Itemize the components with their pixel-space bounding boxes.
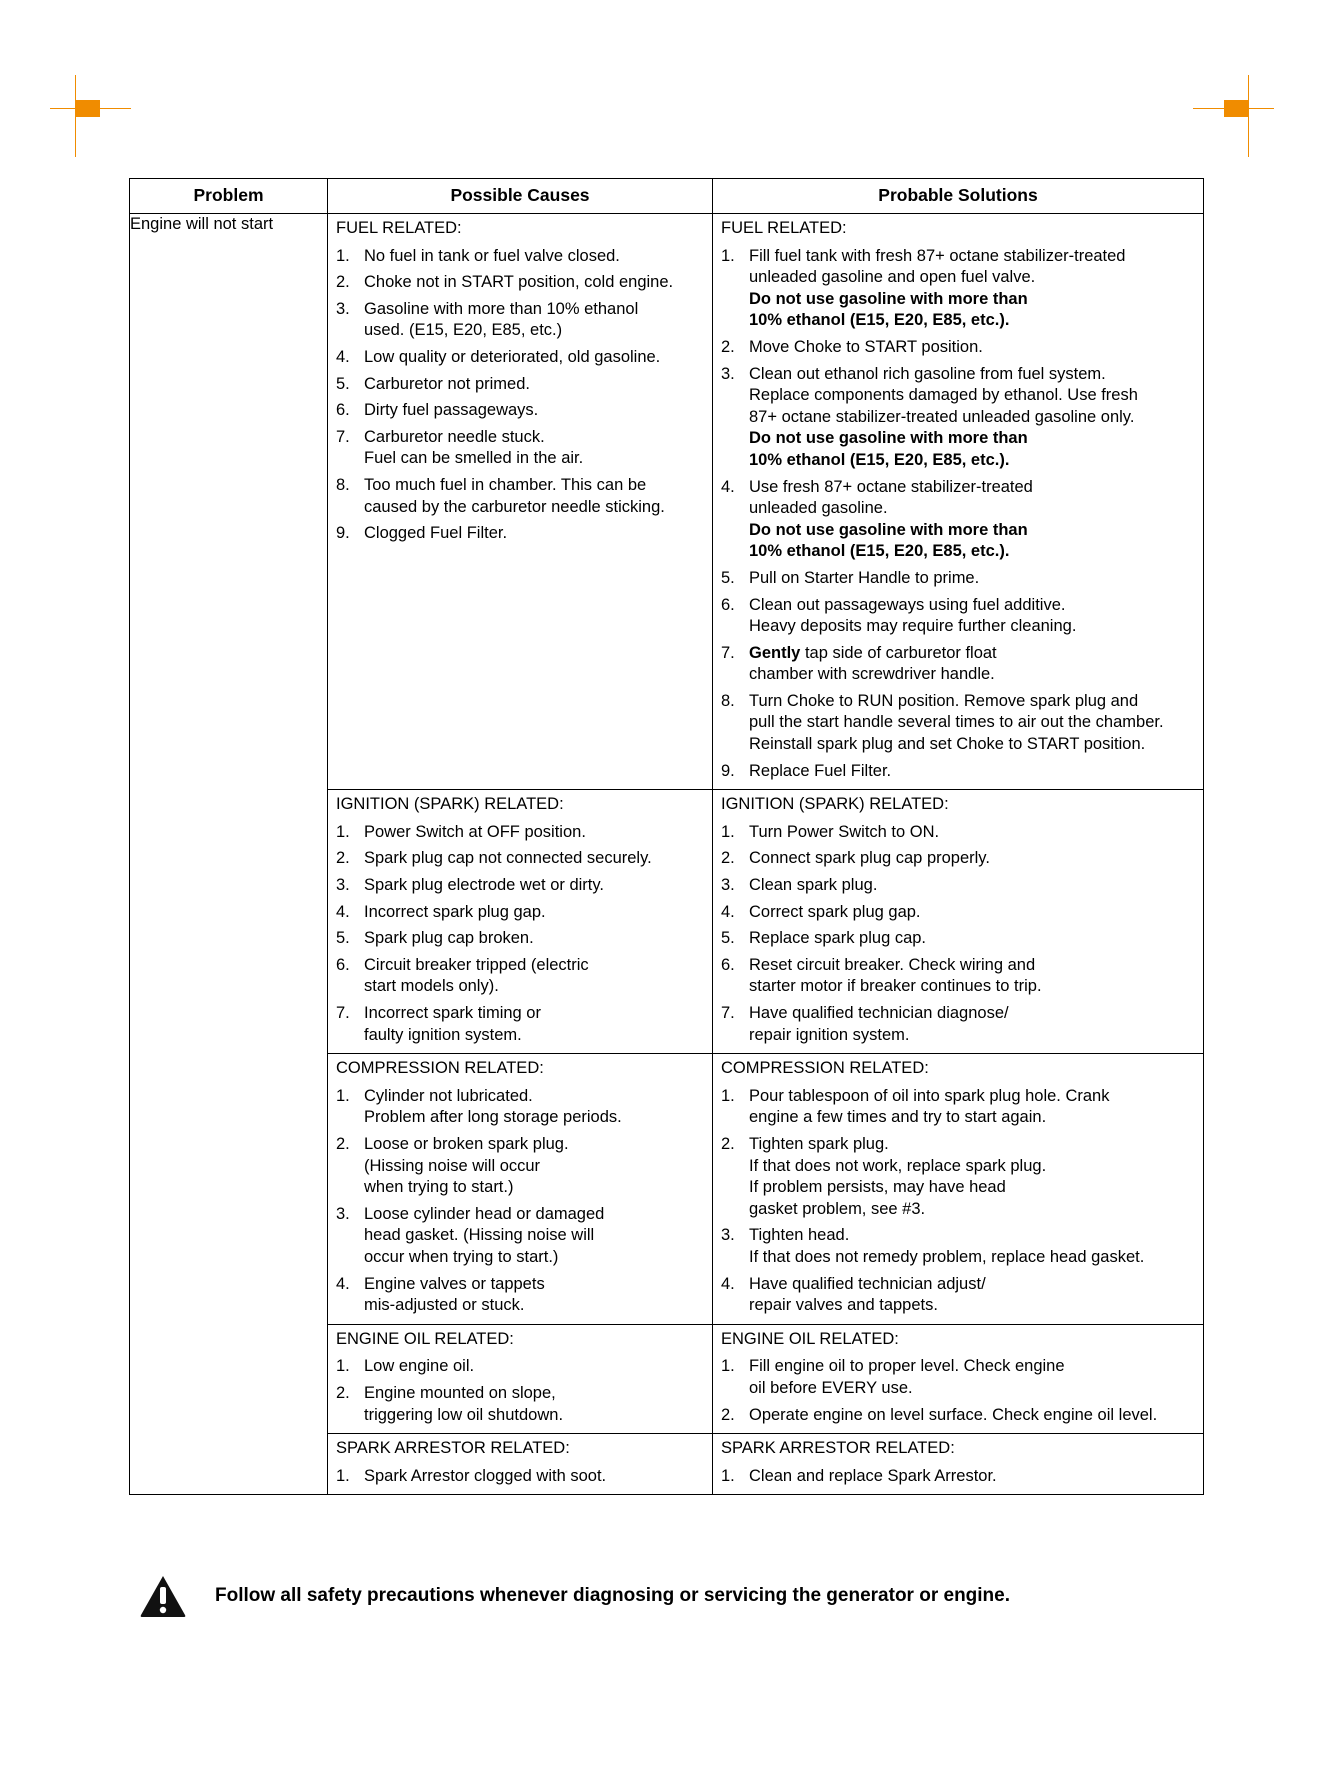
item-line: Operate engine on level surface. Check engine oil level. [749,1405,1158,1424]
item-line: Pull on Starter Handle to prime. [749,568,980,587]
item-number: 4. [721,902,735,921]
item-line: engine a few times and try to start again. [749,1108,1047,1127]
list-item [336,1356,704,1378]
item-line: pull the start handle several times to air out the chamber. [749,713,1164,732]
item-number: 5. [721,568,735,587]
item-line: Tighten head. [749,1226,850,1245]
item-number: 1. [721,1357,735,1376]
item-line: Replace Fuel Filter. [749,761,892,780]
item-line: Problem after long storage periods. [364,1108,622,1127]
list-item [336,1204,704,1269]
item-line: Do not use gasoline with more than [749,429,1028,448]
item-line: Low engine oil. [364,1357,475,1376]
problem-text: Engine will not start [130,215,274,233]
list-item [336,955,704,998]
item-line: starter motor if breaker continues to trip. [749,977,1042,996]
section-title: FUEL RELATED: [336,219,462,237]
item-number: 1. [336,1466,350,1485]
list-item [721,246,1195,332]
list-item [336,299,704,342]
item-text [749,337,1195,359]
item-text [749,1405,1195,1427]
item-text [749,822,1195,844]
item-text [749,928,1195,950]
item-text [749,875,1195,897]
causes-cell [328,1434,713,1495]
item-number: 7. [721,643,735,662]
list-item [336,272,704,294]
section-title: SPARK ARRESTOR RELATED: [336,1439,570,1458]
list-item [721,875,1195,897]
item-text [364,427,704,470]
item-line: occur when trying to start.) [364,1247,559,1266]
item-line: Dirty fuel passageways. [364,401,539,420]
item-number: 6. [721,955,735,974]
item-number: 6. [721,595,735,614]
item-line: Fill fuel tank with fresh 87+ octane stabilizer-treated [749,246,1126,265]
item-text [364,1274,704,1317]
warning-text: Follow all safety precautions whenever diagnosing or servicing the generator or engine. [215,1585,1011,1606]
item-line: (Hissing noise will occur [364,1156,541,1175]
causes-cell [328,1324,713,1433]
list-item [721,477,1195,563]
list-item [721,643,1195,686]
list-item [336,246,704,268]
item-number: 2. [721,337,735,356]
item-line: start models only). [364,977,499,996]
item-number: 2. [721,1405,735,1424]
item-line: Use fresh 87+ octane stabilizer-treated [749,477,1033,496]
causes-cell [328,214,713,790]
item-text [749,848,1195,870]
header-possible-causes: Possible Causes [328,179,713,214]
list-item [721,364,1195,472]
item-line: 10% ethanol (E15, E20, E85, etc.). [749,542,1010,561]
item-line: Spark plug electrode wet or dirty. [364,876,604,895]
item-line: Spark plug cap broken. [364,929,534,948]
item-text [364,272,704,294]
item-line: Loose cylinder head or damaged [364,1204,605,1223]
item-line: Reinstall spark plug and set Choke to START position. [749,735,1146,754]
item-text [749,955,1195,998]
item-line: Do not use gasoline with more than [749,520,1028,539]
item-number: 1. [721,1086,735,1105]
item-line: Replace components damaged by ethanol. Use fresh [749,386,1138,405]
section-title: IGNITION (SPARK) RELATED: [336,795,564,814]
item-line: Replace spark plug cap. [749,929,927,948]
item-text [749,364,1195,472]
item-number: 4. [336,902,350,921]
list-item [336,427,704,470]
item-line: Clogged Fuel Filter. [364,524,508,543]
list-item [336,1274,704,1317]
section-title: SPARK ARRESTOR RELATED: [721,1439,955,1458]
item-number: 9. [721,761,735,780]
section-title: COMPRESSION RELATED: [721,1059,929,1078]
causes-cell [328,790,713,1054]
item-number: 8. [721,691,735,710]
item-line: Engine mounted on slope, [364,1383,556,1402]
item-number: 4. [336,1274,350,1293]
item-line: head gasket. (Hissing noise will [364,1226,595,1245]
item-line: Tighten spark plug. [749,1134,889,1153]
list-item [336,1134,704,1199]
item-number: 8. [336,475,350,494]
header-probable-solutions: Probable Solutions [713,179,1204,214]
item-line: 10% ethanol (E15, E20, E85, etc.). [749,450,1010,469]
section-title: COMPRESSION RELATED: [336,1059,544,1078]
item-number: 7. [336,427,350,446]
item-text [364,902,704,924]
item-number: 4. [336,347,350,366]
list-item [336,928,704,950]
item-number: 2. [336,849,350,868]
table-row [130,214,1204,790]
item-line: Correct spark plug gap. [749,902,921,921]
item-line: Carburetor not primed. [364,374,530,393]
item-number: 3. [336,1204,350,1223]
item-text [364,1356,704,1378]
item-text [364,928,704,950]
item-line: repair ignition system. [749,1025,910,1044]
item-line: Connect spark plug cap properly. [749,849,990,868]
section-title: ENGINE OIL RELATED: [336,1329,514,1348]
solutions-section [713,1434,1203,1494]
item-text [749,246,1195,332]
item-line: If that does not work, replace spark plug. [749,1156,1047,1175]
header-problem: Problem [130,179,328,214]
item-number: 7. [336,1004,350,1022]
causes-section [328,1325,712,1433]
item-line: Clean and replace Spark Arrestor. [749,1466,997,1485]
list-item [721,1274,1195,1317]
item-line: when trying to start.) [364,1178,514,1197]
section-title: ENGINE OIL RELATED: [721,1329,899,1348]
item-number: 1. [336,822,350,841]
item-text [749,568,1195,590]
list-item [336,347,704,369]
list-item [721,1003,1195,1046]
item-text [364,347,704,369]
warning-triangle-icon [139,1574,187,1618]
item-number: 1. [721,1466,735,1485]
item-line: caused by the carburetor needle sticking. [364,497,665,516]
item-line: Reset circuit breaker. Check wiring and [749,955,1036,974]
item-number: 9. [336,524,350,543]
list-item [336,374,704,396]
item-line: chamber with screwdriver handle. [749,665,995,684]
item-text [749,1086,1195,1129]
item-line: Fill engine oil to proper level. Check engine [749,1357,1065,1376]
item-line: Choke not in START position, cold engine. [364,273,674,292]
item-line: Clean spark plug. [749,876,878,895]
list-item [721,822,1195,844]
list-item [336,1466,704,1488]
list-item [336,822,704,844]
item-number: 2. [336,273,350,292]
item-text [749,595,1195,638]
list-item [721,928,1195,950]
item-line: Turn Power Switch to ON. [749,822,940,841]
item-number: 4. [721,1274,735,1293]
item-line: Carburetor needle stuck. [364,427,545,446]
item-line: faulty ignition system. [364,1025,522,1044]
item-line: Move Choke to START position. [749,337,983,356]
item-text [364,400,704,422]
item-line: Circuit breaker tripped (electric [364,955,589,974]
item-line: used. (E15, E20, E85, etc.) [364,321,563,340]
item-text [364,523,704,545]
item-text [749,477,1195,563]
item-number: 3. [721,1226,735,1245]
item-line: unleaded gasoline. [749,499,888,518]
item-line: triggering low oil shutdown. [364,1405,564,1424]
item-text [749,1003,1195,1046]
list-item [336,848,704,870]
list-item [336,1003,704,1046]
item-text [749,902,1195,924]
item-line: Cylinder not lubricated. [364,1086,533,1105]
item-text [364,1086,704,1129]
list-item [721,902,1195,924]
item-number: 2. [336,1383,350,1402]
item-number: 7. [721,1004,735,1022]
emphasis-text: Gently [749,643,801,662]
item-text [749,1356,1195,1399]
solutions-section [713,790,1203,1053]
list-item [721,761,1195,783]
item-line: Fuel can be smelled in the air. [364,449,584,468]
item-number: 1. [336,1086,350,1105]
list-item [721,1405,1195,1427]
item-line: unleaded gasoline and open fuel valve. [749,268,1036,287]
item-text [749,1134,1195,1220]
item-number: 5. [721,929,735,948]
list-item [721,1225,1195,1268]
item-line: 87+ octane stabilizer-treated unleaded gasoline only. [749,407,1135,426]
item-text [364,1134,704,1199]
item-line: oil before EVERY use. [749,1378,913,1397]
list-item [721,337,1195,359]
list-item [721,1134,1195,1220]
item-text [749,643,1195,686]
causes-section [328,1434,712,1494]
item-line: 10% ethanol (E15, E20, E85, etc.). [749,311,1010,330]
item-number: 4. [721,477,735,496]
item-line: Low quality or deteriorated, old gasoline. [364,347,661,366]
table-header-row [130,179,1204,214]
item-text [749,1225,1195,1268]
causes-section [328,1054,712,1324]
item-line: Spark plug cap not connected securely. [364,849,652,868]
safety-warning [139,1572,1199,1620]
list-item [336,400,704,422]
item-line: Heavy deposits may require further cleaning. [749,617,1077,636]
problem-cell [130,214,328,1495]
section-title: IGNITION (SPARK) RELATED: [721,795,949,814]
list-item [721,568,1195,590]
list-item [721,1356,1195,1399]
causes-section [328,214,712,552]
list-item [721,595,1195,638]
item-number: 3. [721,364,735,383]
item-line: Turn Choke to RUN position. Remove spark plug and [749,691,1139,710]
item-line: Gasoline with more than 10% ethanol [364,299,639,318]
item-text [749,1274,1195,1317]
item-text [364,374,704,396]
troubleshooting-table [129,178,1204,1495]
item-line: Too much fuel in chamber. This can be [364,475,647,494]
list-item [721,955,1195,998]
item-line [749,643,1195,665]
item-number: 1. [336,1357,350,1376]
item-text [364,1003,704,1046]
item-line: If that does not remedy problem, replace head gasket. [749,1247,1145,1266]
item-number: 2. [721,849,735,868]
list-item [336,1086,704,1129]
item-text [749,691,1195,756]
item-line: Clean out passageways using fuel additive. [749,595,1066,614]
list-item [721,1086,1195,1129]
item-line-rest: tap side of carburetor float [804,643,997,662]
item-number: 3. [336,299,350,318]
item-number: 2. [336,1134,350,1153]
item-text [749,1466,1195,1488]
item-text [364,1383,704,1426]
section-title: FUEL RELATED: [721,219,847,237]
item-line: Have qualified technician diagnose/ [749,1004,1009,1022]
solutions-cell [713,1324,1204,1433]
solutions-section [713,214,1203,789]
list-item [721,1466,1195,1488]
item-number: 1. [721,246,735,265]
item-line: repair valves and tappets. [749,1296,938,1315]
item-line: Incorrect spark timing or [364,1004,541,1022]
causes-section [328,790,712,1053]
list-item [336,475,704,518]
item-line: Power Switch at OFF position. [364,822,586,841]
item-line: No fuel in tank or fuel valve closed. [364,246,620,265]
causes-cell [328,1054,713,1325]
list-item [336,1383,704,1426]
item-text [364,475,704,518]
item-number: 3. [721,876,735,895]
solutions-section [713,1325,1203,1433]
solutions-cell [713,790,1204,1054]
item-line: Spark Arrestor clogged with soot. [364,1466,607,1485]
list-item [336,523,704,545]
item-line: Incorrect spark plug gap. [364,902,546,921]
item-line: Clean out ethanol rich gasoline from fuel system. [749,364,1106,383]
item-number: 1. [721,822,735,841]
list-item [336,875,704,897]
list-item [721,848,1195,870]
item-number: 5. [336,374,350,393]
item-number: 5. [336,929,350,948]
item-number: 3. [336,876,350,895]
item-text [364,246,704,268]
solutions-section [713,1054,1203,1324]
item-line: Pour tablespoon of oil into spark plug hole. Crank [749,1086,1110,1105]
list-item [721,691,1195,756]
item-number: 2. [721,1134,735,1153]
item-line: Do not use gasoline with more than [749,289,1028,308]
item-text [749,761,1195,783]
item-line: Engine valves or tappets [364,1274,545,1293]
item-text [364,848,704,870]
item-text [364,875,704,897]
solutions-cell [713,214,1204,790]
item-text [364,299,704,342]
item-number: 6. [336,401,350,420]
item-number: 1. [336,246,350,265]
item-line: Have qualified technician adjust/ [749,1274,986,1293]
item-line: mis-adjusted or stuck. [364,1296,525,1315]
item-text [364,822,704,844]
item-text [364,955,704,998]
item-number: 6. [336,955,350,974]
item-line: If problem persists, may have head [749,1178,1006,1197]
item-text [364,1204,704,1269]
item-text [364,1466,704,1488]
list-item [336,902,704,924]
solutions-cell [713,1434,1204,1495]
solutions-cell [713,1054,1204,1325]
item-line: Loose or broken spark plug. [364,1134,569,1153]
item-line: gasket problem, see #3. [749,1199,926,1218]
